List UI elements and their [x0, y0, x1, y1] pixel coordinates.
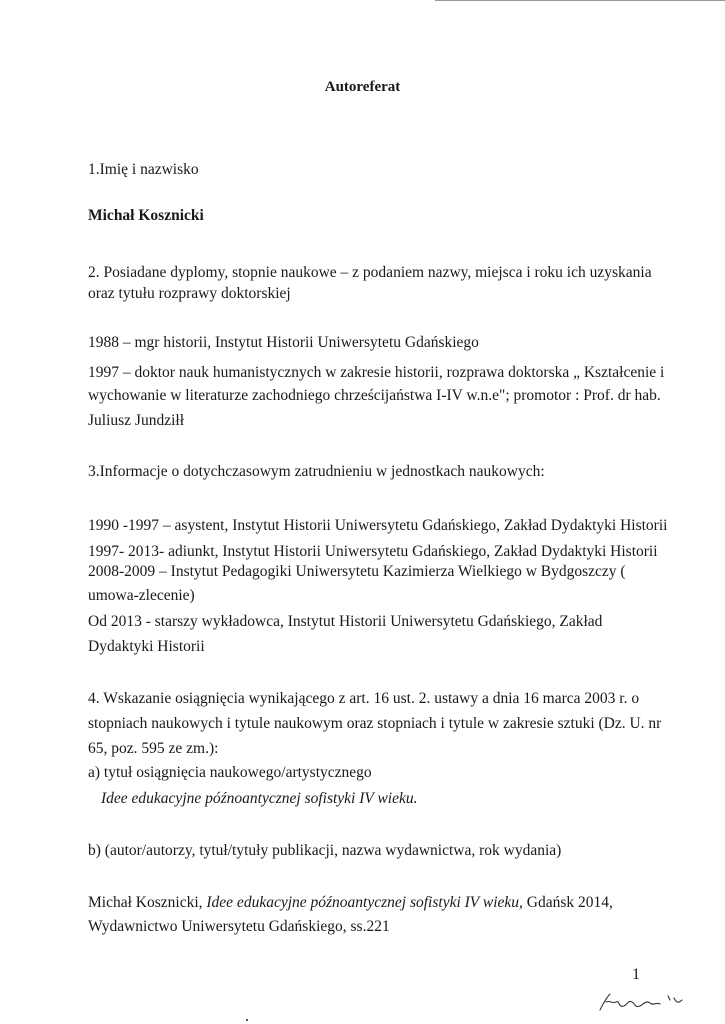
page-number: 1 [632, 966, 640, 983]
diploma-entry: 1988 – mgr historii, Instytut Historii Uniwersytetu Gdańskiego [88, 334, 479, 351]
section-2-heading-line-1: 2. Posiadane dyplomy, stopnie naukowe – z podaniem nazwy, miejsca i roku ich uzyskania [88, 264, 652, 281]
scan-speck [246, 1019, 248, 1021]
employment-entry: Od 2013 - starszy wykładowca, Instytut Historii Uniwersytetu Gdańskiego, Zakład [88, 613, 603, 630]
section-1-heading: 1.Imię i nazwisko [88, 161, 199, 178]
publication-title: Idee edukacyjne późnoantycznej sofistyki IV wieku, [206, 894, 523, 911]
achievement-title: Idee edukacyjne późnoantycznej sofistyki IV wieku. [101, 790, 418, 807]
diploma-entry: 1997 – doktor nauk humanistycznych w zakresie historii, rozprawa doktorska „ Kształcenie i [88, 364, 665, 381]
diploma-entry: wychowanie w literaturze zachodniego chrześcijaństwa I-IV w.n.e"; promotor : Prof. dr hab. [88, 387, 661, 404]
section-3-heading: 3.Informacje o dotychczasowym zatrudnieniu w jednostkach naukowych: [88, 463, 545, 480]
employment-entry: Dydaktyki Historii [88, 638, 205, 655]
employment-entry: 1997- 2013- adiunkt, Instytut Historii Uniwersytetu Gdańskiego, Zakład Dydaktyki Historii [88, 543, 658, 560]
employment-entry: 2008-2009 – Instytut Pedagogiki Uniwersytetu Kazimierza Wielkiego w Bydgoszczy ( [88, 563, 626, 580]
publication-author: Michał Kosznicki, [88, 894, 203, 911]
employment-entry: umowa-zlecenie) [88, 587, 195, 604]
author-name: Michał Kosznicki [88, 207, 204, 224]
publication-label: b) (autor/autorzy, tytuł/tytuły publikacji, nazwa wydawnictwa, rok wydania) [88, 842, 562, 859]
section-4-line-1: 4. Wskazanie osiągnięcia wynikającego z art. 16 ust. 2. ustawy a dnia 16 marca 2003 r. o [88, 690, 640, 707]
section-2-heading-line-2: oraz tytułu rozprawy doktorskiej [88, 285, 291, 302]
signature-image [598, 988, 688, 1016]
publication-line-2: Wydawnictwo Uniwersytetu Gdańskiego, ss.221 [88, 918, 390, 935]
achievement-label: a) tytuł osiągnięcia naukowego/artystycznego [88, 764, 372, 781]
publication-place-year: Gdańsk 2014, [526, 894, 613, 911]
section-4-line-3: 65, poz. 595 ze zm.): [88, 740, 219, 757]
section-4-line-2: stopniach naukowych i tytule naukowym oraz stopniach i tytule w zakresie sztuki (Dz. U. nr [88, 715, 662, 732]
publication-line-1 [88, 892, 648, 913]
diploma-entry: Juliusz Jundziłł [88, 412, 185, 429]
document-title: Autoreferat [324, 79, 401, 95]
employment-entry: 1990 -1997 – asystent, Instytut Historii Uniwersytetu Gdańskiego, Zakład Dydaktyki Historii [88, 517, 668, 534]
scan-edge-line [435, 0, 725, 1]
